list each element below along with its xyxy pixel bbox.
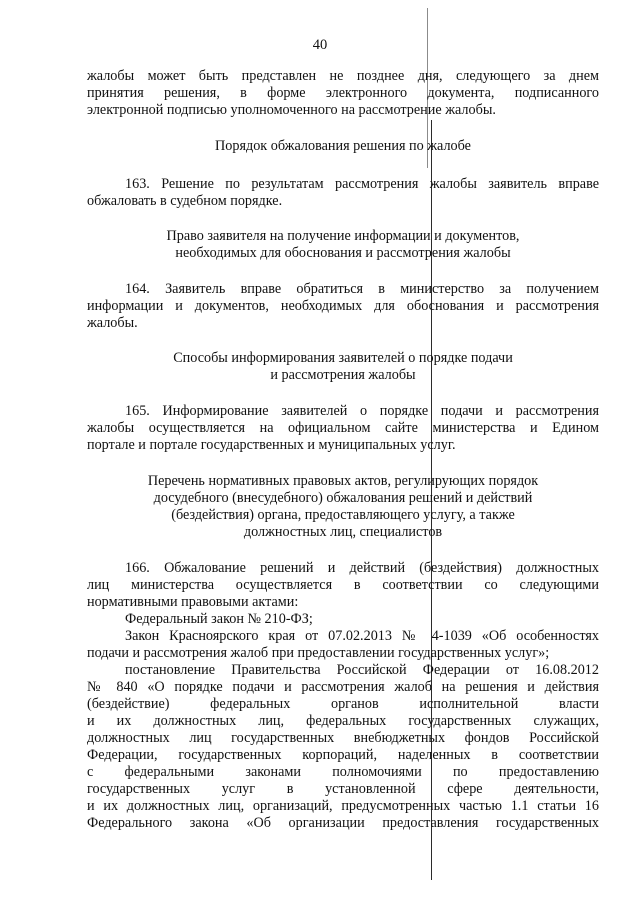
text-line: обжаловать в судебном порядке. [87, 193, 283, 209]
section-heading: досудебного (внесудебного) обжалования решений и действий [153, 490, 533, 506]
text-line: информации и документов, необходимых для обоснования и рассмотрения [87, 298, 599, 314]
paragraph-first-line: 166. Обжалование решений и действий (бездействия) должностных [125, 560, 599, 576]
page-number: 40 [312, 37, 328, 53]
text-line: жалобы может быть представлен не позднее дня, следующего за днем [87, 68, 599, 84]
text-line: (бездействие) федеральных органов исполнительной власти [87, 696, 599, 712]
text-line: Закон Красноярского края от 07.02.2013 № 4-1039 «Об особенностях [125, 628, 599, 644]
text-line: жалобы. [87, 315, 138, 331]
section-heading: Порядок обжалования решения по жалобе [215, 138, 471, 154]
text-line: постановление Правительства Российской Федерации от 16.08.2012 [125, 662, 599, 678]
text-line: с федеральными законами полномочиями по предоставлению [87, 764, 599, 780]
section-heading: должностных лиц, специалистов [243, 524, 443, 540]
section-heading: Способы информирования заявителей о порядке подачи [173, 350, 513, 366]
text-line: Федерации, государственных корпораций, наделенных в соответствии [87, 747, 599, 763]
text-line: и их должностных лиц, федеральных государственных служащих, [87, 713, 599, 729]
text-line: принятия решения, в форме электронного документа, подписанного [87, 85, 599, 101]
text-line: электронной подписью уполномоченного на рассмотрение жалобы. [87, 102, 496, 118]
paragraph-first-line: 163. Решение по результатам рассмотрения жалобы заявитель вправе [125, 176, 599, 192]
text-line: Федерального закона «Об организации предоставления государственных [87, 815, 599, 831]
text-line: жалобы осуществляется на официальном сайте министерства и Едином [87, 420, 599, 436]
text-line: Федеральный закон № 210-ФЗ; [125, 611, 313, 627]
text-line: и их должностных лиц, организаций, предусмотренных частью 1.1 статьи 16 [87, 798, 599, 814]
text-line: портале и портале государственных и муниципальных услуг. [87, 437, 456, 453]
section-heading: и рассмотрения жалобы [270, 367, 416, 383]
text-line: № 840 «О порядке подачи и рассмотрения жалоб на решения и действия [87, 679, 599, 695]
section-heading: необходимых для обоснования и рассмотрения жалобы [175, 245, 511, 261]
text-line: должностных лиц государственных внебюджетных фондов Российской [87, 730, 599, 746]
paragraph-first-line: 164. Заявитель вправе обратиться в министерство за получением [125, 281, 599, 297]
text-line: подачи и рассмотрения жалоб при предоставлении государственных услуг»; [87, 645, 550, 661]
paragraph-first-line: 165. Информирование заявителей о порядке подачи и рассмотрения [125, 403, 599, 419]
section-heading: (бездействия) органа, предоставляющего услугу, а также [171, 507, 515, 523]
text-line: нормативными правовыми актами: [87, 594, 299, 610]
section-heading: Перечень нормативных правовых актов, регулирующих порядок [147, 473, 539, 489]
section-heading: Право заявителя на получение информации и документов, [166, 228, 520, 244]
text-line: лиц министерства осуществляется в соответствии со следующими [87, 577, 599, 593]
text-line: государственных услуг в установленной сфере деятельности, [87, 781, 599, 797]
